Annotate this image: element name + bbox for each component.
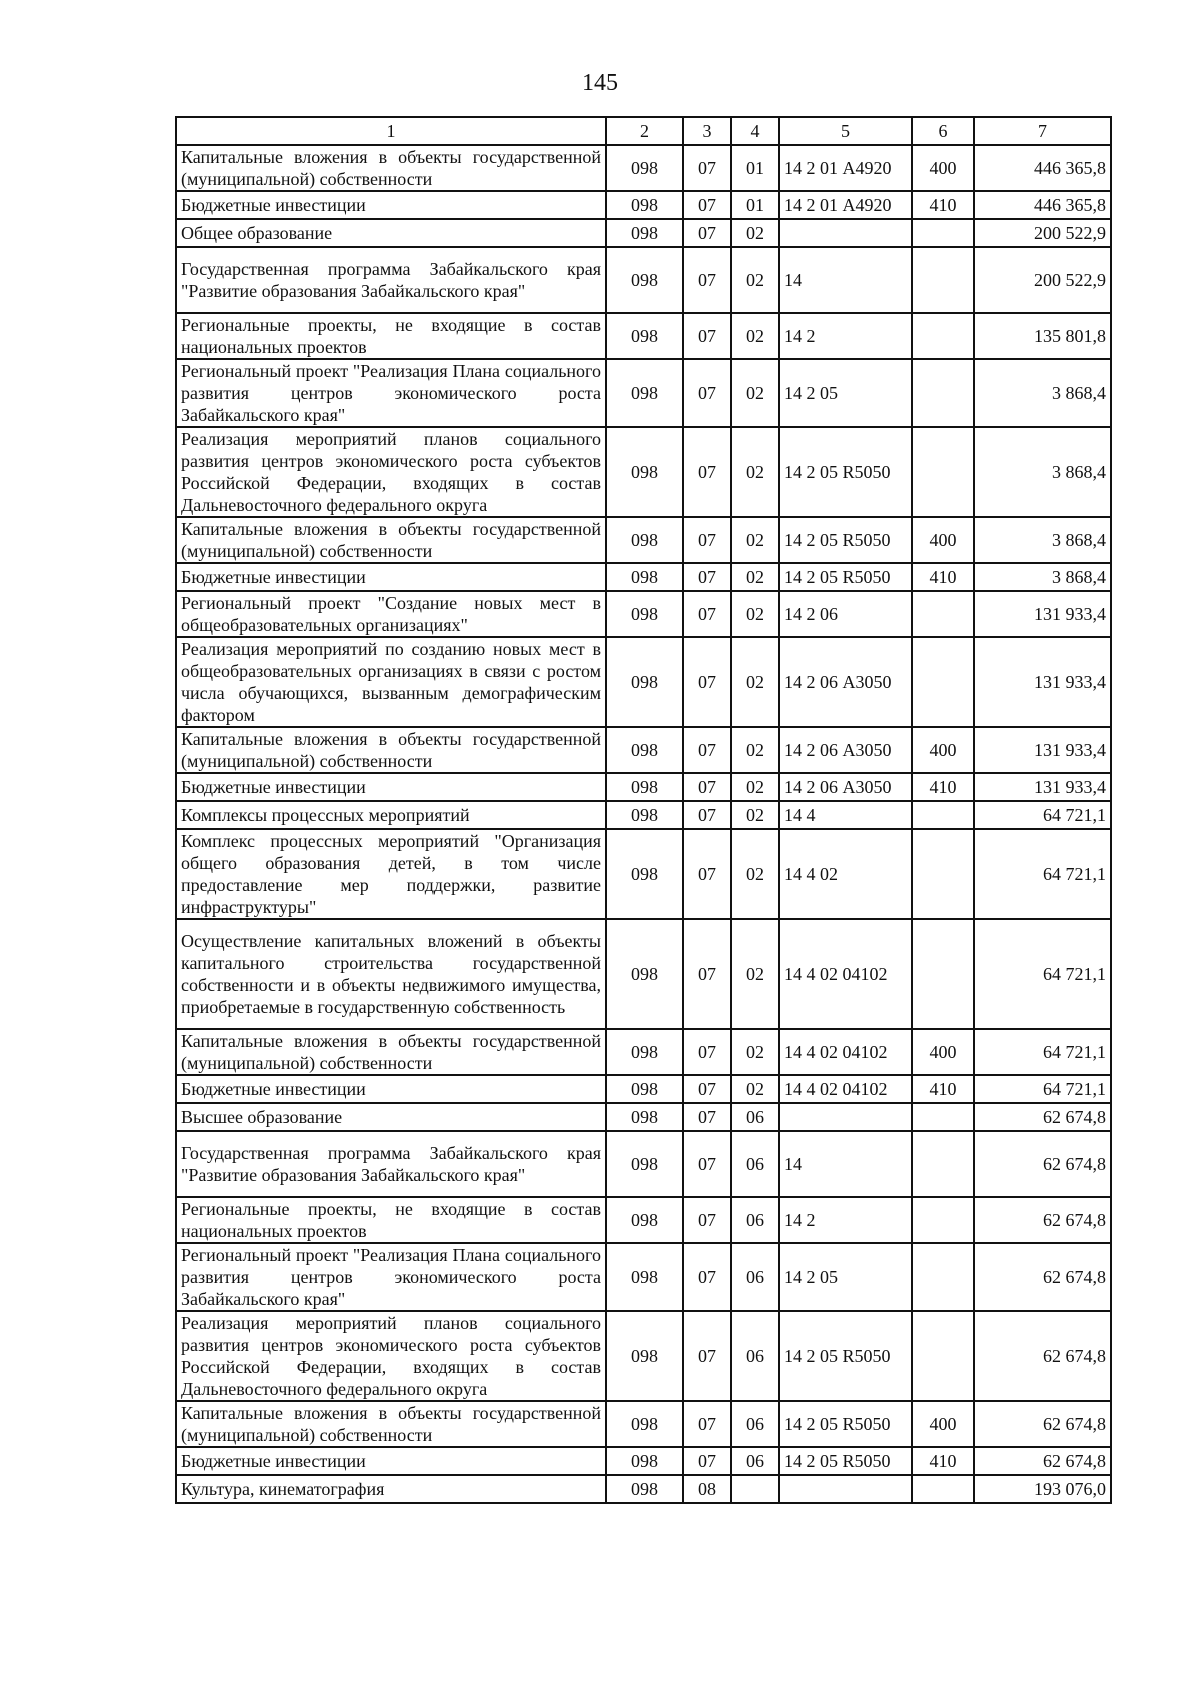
amount-cell: 193 076,0 [974, 1475, 1111, 1503]
expense-type-cell [912, 1311, 974, 1401]
grbs-code-cell: 098 [606, 191, 683, 219]
amount-cell: 131 933,4 [974, 591, 1111, 637]
target-article-cell: 14 4 02 04102 [779, 1029, 912, 1075]
section-code-cell: 07 [683, 829, 731, 919]
grbs-code-cell: 098 [606, 727, 683, 773]
table-row [176, 1103, 1111, 1131]
subsection-code-cell: 02 [731, 427, 779, 517]
amount-cell: 446 365,8 [974, 191, 1111, 219]
header-cell: 6 [912, 117, 974, 145]
expense-type-cell: 410 [912, 191, 974, 219]
amount-cell: 64 721,1 [974, 1029, 1111, 1075]
grbs-code-cell: 098 [606, 1197, 683, 1243]
grbs-code-cell: 098 [606, 359, 683, 427]
row-name-cell: Капитальные вложения в объекты государственной (муниципальной) собственности [176, 727, 606, 773]
amount-cell: 64 721,1 [974, 829, 1111, 919]
header-cell: 5 [779, 117, 912, 145]
target-article-cell: 14 [779, 247, 912, 313]
subsection-code-cell: 02 [731, 219, 779, 247]
expense-type-cell: 410 [912, 1075, 974, 1103]
row-name-cell: Региональный проект "Реализация Плана социального развития центров экономического роста Забайкальского края" [176, 359, 606, 427]
header-cell: 1 [176, 117, 606, 145]
expense-type-cell [912, 1131, 974, 1197]
grbs-code-cell: 098 [606, 517, 683, 563]
grbs-code-cell: 098 [606, 1131, 683, 1197]
grbs-code-cell: 098 [606, 1401, 683, 1447]
amount-cell: 62 674,8 [974, 1243, 1111, 1311]
table-row [176, 591, 1111, 637]
grbs-code-cell: 098 [606, 313, 683, 359]
section-code-cell: 07 [683, 773, 731, 801]
expense-type-cell: 400 [912, 727, 974, 773]
grbs-code-cell: 098 [606, 1103, 683, 1131]
subsection-code-cell: 02 [731, 1075, 779, 1103]
section-code-cell: 07 [683, 1243, 731, 1311]
expense-type-cell [912, 313, 974, 359]
subsection-code-cell: 06 [731, 1103, 779, 1131]
target-article-cell: 14 2 01 А4920 [779, 191, 912, 219]
grbs-code-cell: 098 [606, 1311, 683, 1401]
subsection-code-cell: 01 [731, 145, 779, 191]
subsection-code-cell: 01 [731, 191, 779, 219]
grbs-code-cell: 098 [606, 1029, 683, 1075]
table-row [176, 219, 1111, 247]
amount-cell: 62 674,8 [974, 1197, 1111, 1243]
section-code-cell: 08 [683, 1475, 731, 1503]
expense-type-cell [912, 219, 974, 247]
subsection-code-cell: 02 [731, 829, 779, 919]
amount-cell: 3 868,4 [974, 517, 1111, 563]
amount-cell: 200 522,9 [974, 219, 1111, 247]
section-code-cell: 07 [683, 313, 731, 359]
target-article-cell: 14 2 [779, 1197, 912, 1243]
expense-type-cell [912, 591, 974, 637]
expense-type-cell [912, 637, 974, 727]
grbs-code-cell: 098 [606, 773, 683, 801]
section-code-cell: 07 [683, 727, 731, 773]
row-name-cell: Бюджетные инвестиции [176, 563, 606, 591]
target-article-cell: 14 2 06 А3050 [779, 637, 912, 727]
target-article-cell: 14 2 05 R5050 [779, 517, 912, 563]
row-name-cell: Бюджетные инвестиции [176, 191, 606, 219]
amount-cell: 200 522,9 [974, 247, 1111, 313]
target-article-cell: 14 2 06 [779, 591, 912, 637]
section-code-cell: 07 [683, 145, 731, 191]
table-row [176, 1075, 1111, 1103]
table-row [176, 247, 1111, 313]
subsection-code-cell: 06 [731, 1401, 779, 1447]
grbs-code-cell: 098 [606, 1243, 683, 1311]
amount-cell: 62 674,8 [974, 1447, 1111, 1475]
section-code-cell: 07 [683, 191, 731, 219]
header-cell: 3 [683, 117, 731, 145]
row-name-cell: Капитальные вложения в объекты государственной (муниципальной) собственности [176, 517, 606, 563]
grbs-code-cell: 098 [606, 1475, 683, 1503]
section-code-cell: 07 [683, 591, 731, 637]
section-code-cell: 07 [683, 517, 731, 563]
target-article-cell: 14 2 06 А3050 [779, 773, 912, 801]
expense-type-cell [912, 1103, 974, 1131]
grbs-code-cell: 098 [606, 219, 683, 247]
section-code-cell: 07 [683, 1447, 731, 1475]
table-row [176, 1401, 1111, 1447]
section-code-cell: 07 [683, 219, 731, 247]
table-row [176, 1197, 1111, 1243]
section-code-cell: 07 [683, 637, 731, 727]
subsection-code-cell: 02 [731, 919, 779, 1029]
target-article-cell: 14 2 05 [779, 359, 912, 427]
amount-cell: 62 674,8 [974, 1103, 1111, 1131]
grbs-code-cell: 098 [606, 829, 683, 919]
amount-cell: 135 801,8 [974, 313, 1111, 359]
expense-type-cell [912, 247, 974, 313]
row-name-cell: Капитальные вложения в объекты государственной (муниципальной) собственности [176, 145, 606, 191]
subsection-code-cell: 02 [731, 359, 779, 427]
section-code-cell: 07 [683, 1131, 731, 1197]
grbs-code-cell: 098 [606, 801, 683, 829]
table-row [176, 829, 1111, 919]
row-name-cell: Осуществление капитальных вложений в объекты капитального строительства государственной собственности и в объекты недвижимого имущества, приобретаемые в государственную собственность [176, 919, 606, 1029]
target-article-cell: 14 [779, 1131, 912, 1197]
amount-cell: 62 674,8 [974, 1311, 1111, 1401]
expense-type-cell [912, 427, 974, 517]
table-row [176, 191, 1111, 219]
section-code-cell: 07 [683, 1311, 731, 1401]
grbs-code-cell: 098 [606, 427, 683, 517]
target-article-cell: 14 2 05 R5050 [779, 1401, 912, 1447]
subsection-code-cell: 06 [731, 1131, 779, 1197]
row-name-cell: Реализация мероприятий планов социального развития центров экономического роста субъектов Российской Федерации, входящих в состав Дальневосточного федерального округа [176, 1311, 606, 1401]
section-code-cell: 07 [683, 1401, 731, 1447]
target-article-cell: 14 2 [779, 313, 912, 359]
table-row [176, 1475, 1111, 1503]
row-name-cell: Капитальные вложения в объекты государственной (муниципальной) собственности [176, 1401, 606, 1447]
grbs-code-cell: 098 [606, 145, 683, 191]
grbs-code-cell: 098 [606, 563, 683, 591]
amount-cell: 62 674,8 [974, 1401, 1111, 1447]
target-article-cell [779, 1103, 912, 1131]
expense-type-cell [912, 919, 974, 1029]
grbs-code-cell: 098 [606, 637, 683, 727]
table-row [176, 1243, 1111, 1311]
table-row [176, 919, 1111, 1029]
table-row [176, 517, 1111, 563]
budget-table [175, 116, 1112, 1504]
target-article-cell: 14 4 02 04102 [779, 919, 912, 1029]
section-code-cell: 07 [683, 1103, 731, 1131]
table-row [176, 773, 1111, 801]
section-code-cell: 07 [683, 801, 731, 829]
amount-cell: 131 933,4 [974, 773, 1111, 801]
subsection-code-cell: 02 [731, 727, 779, 773]
expense-type-cell: 400 [912, 517, 974, 563]
row-name-cell: Комплекс процессных мероприятий "Организация общего образования детей, в том числе предоставление мер поддержки, развитие инфраструктуры" [176, 829, 606, 919]
subsection-code-cell: 02 [731, 247, 779, 313]
expense-type-cell: 410 [912, 563, 974, 591]
amount-cell: 3 868,4 [974, 563, 1111, 591]
target-article-cell: 14 4 02 [779, 829, 912, 919]
amount-cell: 64 721,1 [974, 919, 1111, 1029]
amount-cell: 3 868,4 [974, 359, 1111, 427]
table-row [176, 801, 1111, 829]
amount-cell: 62 674,8 [974, 1131, 1111, 1197]
row-name-cell: Комплексы процессных мероприятий [176, 801, 606, 829]
subsection-code-cell: 06 [731, 1311, 779, 1401]
expense-type-cell [912, 1197, 974, 1243]
table-row [176, 359, 1111, 427]
row-name-cell: Реализация мероприятий по созданию новых мест в общеобразовательных организациях в связи с ростом числа обучающихся, вызванным демографическим фактором [176, 637, 606, 727]
table-row [176, 637, 1111, 727]
section-code-cell: 07 [683, 247, 731, 313]
row-name-cell: Капитальные вложения в объекты государственной (муниципальной) собственности [176, 1029, 606, 1075]
page-number: 145 [582, 70, 618, 96]
expense-type-cell: 400 [912, 1029, 974, 1075]
target-article-cell: 14 2 01 А4920 [779, 145, 912, 191]
target-article-cell: 14 2 05 R5050 [779, 563, 912, 591]
section-code-cell: 07 [683, 359, 731, 427]
target-article-cell [779, 219, 912, 247]
table-row [176, 1311, 1111, 1401]
row-name-cell: Бюджетные инвестиции [176, 1447, 606, 1475]
row-name-cell: Региональные проекты, не входящие в состав национальных проектов [176, 313, 606, 359]
row-name-cell: Региональный проект "Создание новых мест в общеобразовательных организациях" [176, 591, 606, 637]
section-code-cell: 07 [683, 919, 731, 1029]
amount-cell: 64 721,1 [974, 801, 1111, 829]
row-name-cell: Государственная программа Забайкальского края "Развитие образования Забайкальского края" [176, 1131, 606, 1197]
expense-type-cell [912, 801, 974, 829]
row-name-cell: Реализация мероприятий планов социального развития центров экономического роста субъектов Российской Федерации, входящих в состав Дальневосточного федерального округа [176, 427, 606, 517]
expense-type-cell [912, 829, 974, 919]
section-code-cell: 07 [683, 427, 731, 517]
amount-cell: 131 933,4 [974, 637, 1111, 727]
table-row [176, 563, 1111, 591]
grbs-code-cell: 098 [606, 591, 683, 637]
table-row [176, 427, 1111, 517]
target-article-cell: 14 4 [779, 801, 912, 829]
expense-type-cell: 400 [912, 1401, 974, 1447]
subsection-code-cell: 06 [731, 1447, 779, 1475]
table-row [176, 727, 1111, 773]
subsection-code-cell: 06 [731, 1243, 779, 1311]
expense-type-cell: 410 [912, 1447, 974, 1475]
table-row [176, 1447, 1111, 1475]
row-name-cell: Региональные проекты, не входящие в состав национальных проектов [176, 1197, 606, 1243]
amount-cell: 446 365,8 [974, 145, 1111, 191]
table-row [176, 1131, 1111, 1197]
amount-cell: 131 933,4 [974, 727, 1111, 773]
subsection-code-cell: 06 [731, 1197, 779, 1243]
row-name-cell: Региональный проект "Реализация Плана социального развития центров экономического роста Забайкальского края" [176, 1243, 606, 1311]
subsection-code-cell: 02 [731, 313, 779, 359]
grbs-code-cell: 098 [606, 919, 683, 1029]
table-row [176, 313, 1111, 359]
row-name-cell: Государственная программа Забайкальского края "Развитие образования Забайкальского края" [176, 247, 606, 313]
subsection-code-cell: 02 [731, 517, 779, 563]
section-code-cell: 07 [683, 1075, 731, 1103]
table-row [176, 145, 1111, 191]
subsection-code-cell: 02 [731, 773, 779, 801]
subsection-code-cell [731, 1475, 779, 1503]
grbs-code-cell: 098 [606, 1447, 683, 1475]
subsection-code-cell: 02 [731, 591, 779, 637]
section-code-cell: 07 [683, 1197, 731, 1243]
expense-type-cell [912, 1243, 974, 1311]
row-name-cell: Высшее образование [176, 1103, 606, 1131]
subsection-code-cell: 02 [731, 1029, 779, 1075]
subsection-code-cell: 02 [731, 563, 779, 591]
target-article-cell: 14 2 06 А3050 [779, 727, 912, 773]
expense-type-cell [912, 359, 974, 427]
row-name-cell: Бюджетные инвестиции [176, 1075, 606, 1103]
table-row [176, 1029, 1111, 1075]
target-article-cell: 14 2 05 R5050 [779, 427, 912, 517]
target-article-cell: 14 2 05 R5050 [779, 1311, 912, 1401]
row-name-cell: Бюджетные инвестиции [176, 773, 606, 801]
expense-type-cell [912, 1475, 974, 1503]
amount-cell: 3 868,4 [974, 427, 1111, 517]
target-article-cell: 14 4 02 04102 [779, 1075, 912, 1103]
expense-type-cell: 400 [912, 145, 974, 191]
grbs-code-cell: 098 [606, 247, 683, 313]
header-cell: 4 [731, 117, 779, 145]
target-article-cell: 14 2 05 R5050 [779, 1447, 912, 1475]
subsection-code-cell: 02 [731, 637, 779, 727]
header-cell: 2 [606, 117, 683, 145]
subsection-code-cell: 02 [731, 801, 779, 829]
target-article-cell [779, 1475, 912, 1503]
grbs-code-cell: 098 [606, 1075, 683, 1103]
section-code-cell: 07 [683, 1029, 731, 1075]
amount-cell: 64 721,1 [974, 1075, 1111, 1103]
table-header-row [176, 117, 1111, 145]
header-cell: 7 [974, 117, 1111, 145]
row-name-cell: Культура, кинематография [176, 1475, 606, 1503]
section-code-cell: 07 [683, 563, 731, 591]
expense-type-cell: 410 [912, 773, 974, 801]
row-name-cell: Общее образование [176, 219, 606, 247]
target-article-cell: 14 2 05 [779, 1243, 912, 1311]
